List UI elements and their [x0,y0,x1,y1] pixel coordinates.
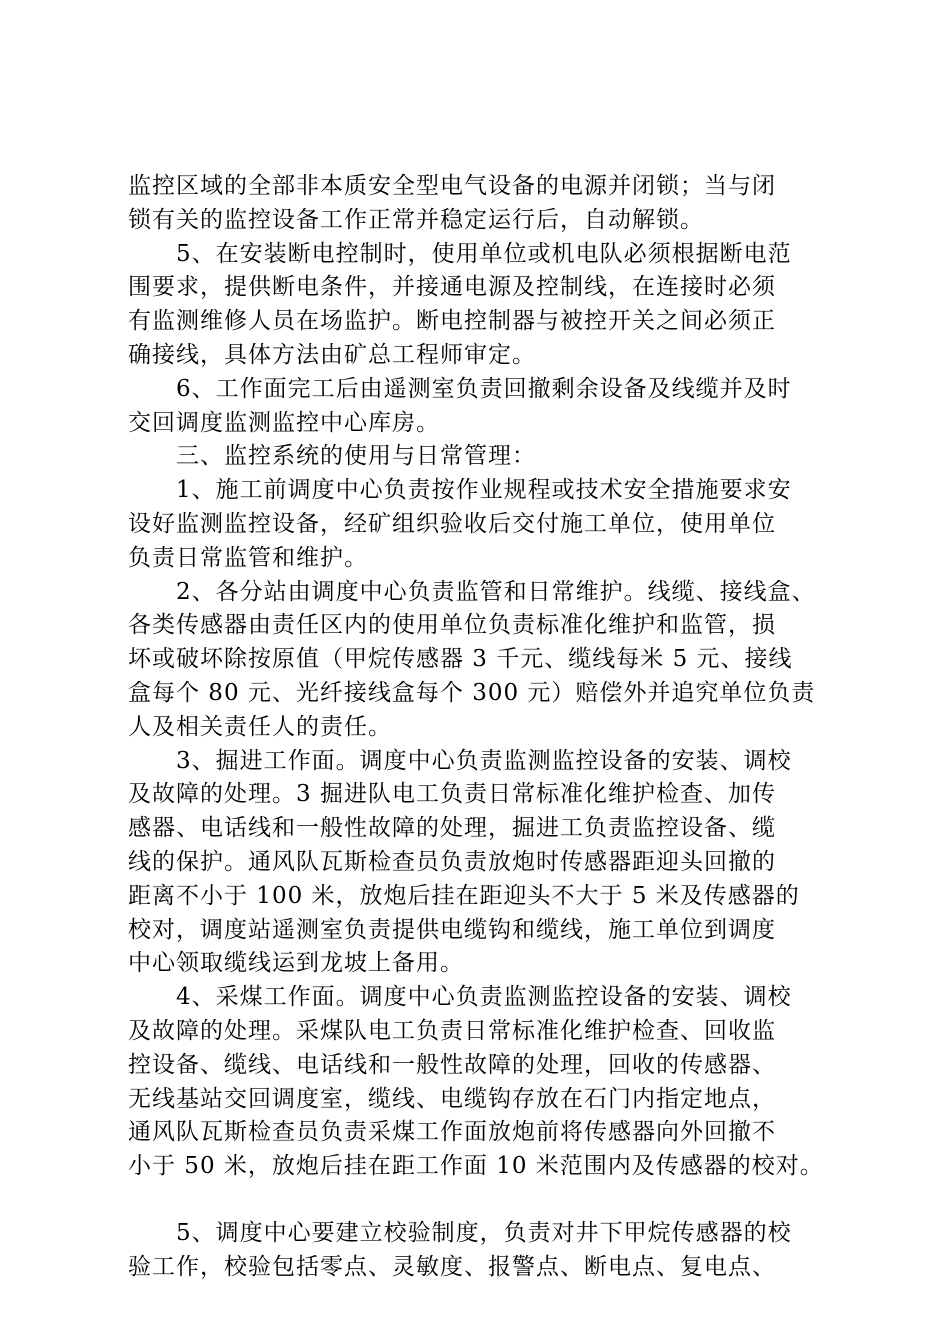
document-body [128,170,828,1285]
paragraph-item-1-installation: 1、施工前调度中心负责按作业规程或技术安全措施要求安 设好监测监控设备，经矿组织验收后交付施工单位，使用单位 负责日常监管和维护。 [128,477,792,571]
paragraph-item-5-calibration: 5、调度中心要建立校验制度，负责对井下甲烷传感器的校 验工作，校验包括零点、灵敏度、报警点、断电点、复电点、 [128,1219,792,1280]
paragraph-item-6-retrieval: 6、工作面完工后由遥测室负责回撤剩余设备及线缆并及时 交回调度监测监控中心库房。 [128,375,792,436]
paragraph-item-4-mining-face: 4、采煤工作面。调度中心负责监测监控设备的安装、调校 及故障的处理。采煤队电工负责日常标准化维护检查、回收监 控设备、缆线、电话线和一般性故障的处理，回收的传感器、 无线基站交回调度室，缆线、电缆钩存放在石门内指定地点， 通风队瓦斯检查员负责采煤工作面放炮前将传感器向外回撤不 小于 50 米，放炮后挂在距工作面 10 米范围内及传感器的校对。 [128,984,824,1180]
paragraph-item-3-heading-face: 3、掘进工作面。调度中心负责监测监控设备的安装、调校 及故障的处理。3 掘进队电工负责日常标准化维护检查、加传 感器、电话线和一般性故障的处理，掘进工负责监控设备、缆 线的保护。通风队瓦斯检查员负责放炮时传感器距迎头回撤的 距离不小于 100 米，放炮后挂在距迎头不大于 5 米及传感器的 校对，调度站遥测室负责提供电缆钩和缆线，施工单位到调度 中心领取缆线运到龙坡上备用。 [128,747,800,977]
paragraph-item-2-substations: 2、各分站由调度中心负责监管和日常维护。线缆、接线盒、 各类传感器由责任区内的使用单位负责标准化维护和监管，损 坏或破坏除按原值（甲烷传感器 3 千元、缆线每米 5 元、接线 盒每个 80 元、光纤接线盒每个 300 元）赔偿外并追究单位负责 人及相关责任人的责任。 [128,578,816,740]
paragraph-item-5-power-cutoff: 5、在安装断电控制时，使用单位或机电队必须根据断电范 围要求，提供断电条件，并接通电源及控制线，在连接时必须 有监测维修人员在场监护。断电控制器与被控开关之间必须正 确接线，具体方法由矿总工程师审定。 [128,240,792,368]
paragraph-continuation: 监控区域的全部非本质安全型电气设备的电源并闭锁；当与闭 锁有关的监控设备工作正常并稳定运行后，自动解锁。 [128,173,776,233]
section-heading-3: 三、监控系统的使用与日常管理： [176,443,536,470]
